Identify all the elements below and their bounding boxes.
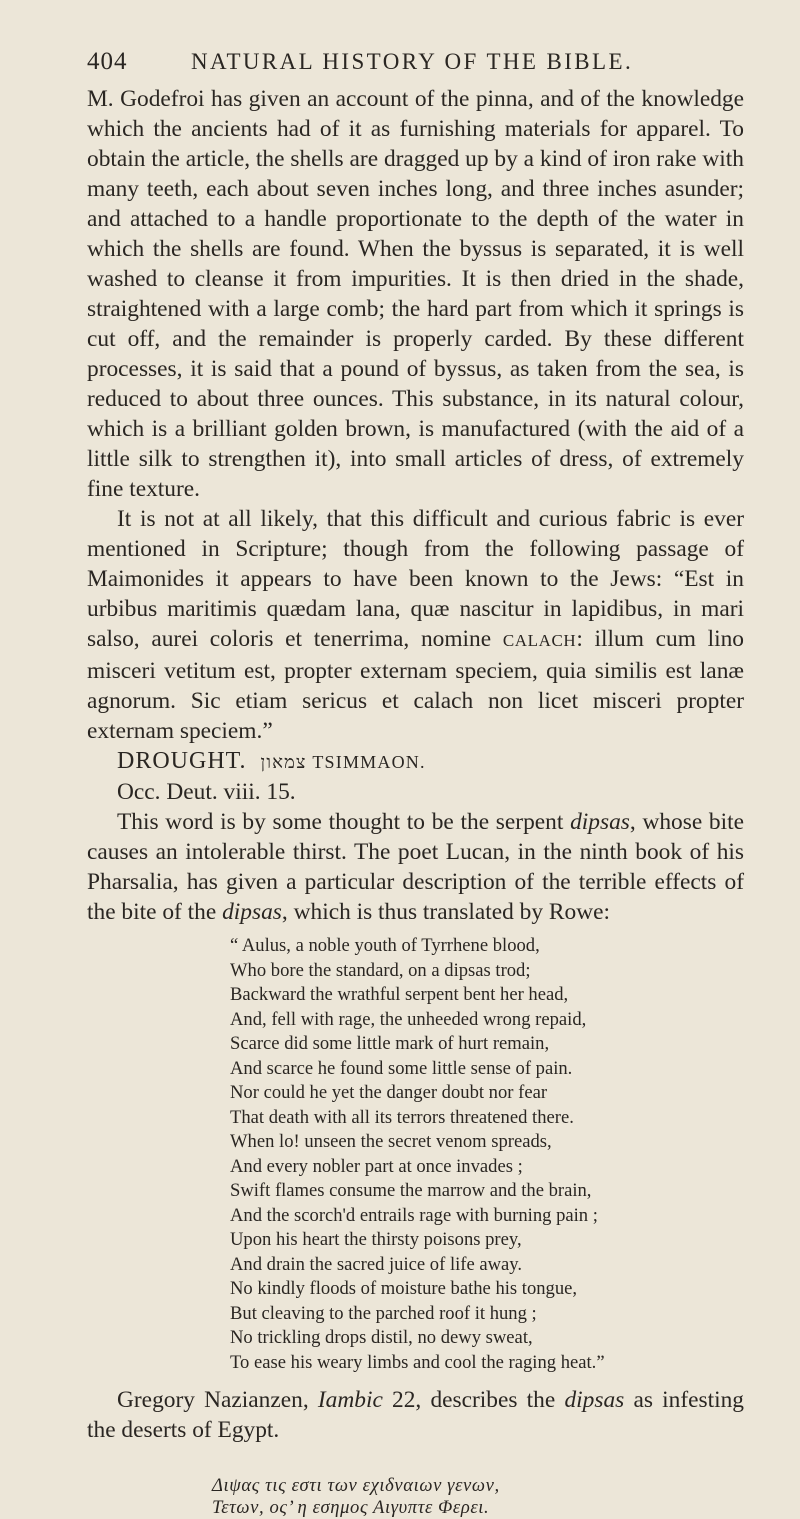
poem-line: And every nobler part at once invades ; <box>230 1155 523 1177</box>
dipsas-text-b: , whose bite causes an intolerable thirst. The poet Lucan, in the ninth book of his Pharsalia, has given a particular description of the terrible effects of the bite of the <box>87 809 744 925</box>
paragraph-pinna: M. Godefroi has given an account of the pinna, and of the knowledge which the ancients had of it as furnishing materials for apparel. To obtain the article, the shells are dragged up by a kind of iron rake with many teeth, each about seven inches long, and three inches asunder; and attached to a handle proportionate to the depth of the water in which the shells are found. When the byssus is separated, it is well washed to cleanse it from impurities. It is then dried in the shade, straightened with a large comb; the hard part from which it springs is cut off, and the remainder is properly carded. By these different processes, it is said that a pound of byssus, as taken from the sea, is reduced to about three ounces. This substance, in its natural colour, which is a brilliant golden brown, is manufactured (with the aid of a little silk to strengthen it), into small articles of dress, of extremely fine texture. <box>87 86 744 502</box>
poem-line: And drain the sacred juice of life away. <box>230 1253 523 1275</box>
paragraph-gregory <box>87 1385 744 1445</box>
poem-line: No trickling drops distil, no dewy sweat, <box>230 1327 533 1348</box>
greek-quotation <box>87 1475 744 1519</box>
page-number: 404 <box>87 48 128 75</box>
poem-line: And the scorch'd entrails rage with burning pain ; <box>230 1204 598 1226</box>
dipsas-term: dipsas <box>570 809 630 835</box>
poem-line: When lo! unseen the secret venom spreads, <box>230 1131 552 1152</box>
greek-line: Τετων, ος’ η εσημος Αιγυπτε Φερει. <box>212 1497 490 1518</box>
maimonides-text-a: It is not at all likely, that this difficult and curious fabric is ever mentioned in Scripture; though from the following passage of Maimonides it appears to have been known to the Jews: “Est in urbibus maritimis quædam lana, quæ nascitur in lapidibus, in mari salso, aurei coloris et tenerrima, nomine <box>87 506 744 652</box>
entry-heading <box>87 746 744 777</box>
dipsas-text-a: This word is by some thought to be the serpent <box>117 809 571 835</box>
poem-line: Nor could he yet the danger doubt nor fear <box>230 1082 548 1103</box>
poem-line: And scarce he found some little sense of pain. <box>230 1057 573 1079</box>
poem-line: “ Aulus, a noble youth of Tyrrhene blood, <box>230 935 540 956</box>
poem-line: To ease his weary limbs and cool the raging heat.” <box>230 1351 605 1373</box>
calach-term: CALACH <box>502 631 577 650</box>
poem-line: But cleaving to the parched roof it hung ; <box>230 1302 537 1324</box>
greek-line: Διψας τις εστι των εχιδναιων γενων, <box>212 1475 500 1496</box>
running-head <box>87 48 744 82</box>
hebrew-transliteration: TSIMMAON. <box>312 752 426 772</box>
paragraph-dipsas <box>87 807 744 927</box>
gregory-text-c: as infesting the deserts of Egypt. <box>87 1387 744 1443</box>
scripture-reference: Occ. Deut. viii. 15. <box>117 779 296 805</box>
entry-hebrew <box>261 752 426 772</box>
entry-word: DROUGHT. <box>117 748 247 774</box>
maimonides-text-b: : illum cum lino misceri vetitum est, propter externam speciem, quia similis est lanæ agnorum. Sic etiam sericus et calach non licet misceri propter externam speciem.” <box>87 626 744 744</box>
poem-line: Who bore the standard, on a dipsas trod; <box>230 959 531 981</box>
gregory-text-a: Gregory Nazianzen, <box>117 1387 318 1413</box>
poem-line: Swift flames consume the marrow and the brain, <box>230 1180 592 1201</box>
hebrew-word: צמאון <box>260 752 307 772</box>
poem-line: And, fell with rage, the unheeded wrong repaid, <box>230 1008 587 1030</box>
iambic-term: Iambic <box>317 1387 383 1413</box>
poem-line: Upon his heart the thirsty poisons prey, <box>230 1229 522 1250</box>
paragraph-maimonides <box>87 504 744 746</box>
running-title: NATURAL HISTORY OF THE BIBLE. <box>191 49 634 74</box>
poem-quotation <box>87 934 744 1375</box>
poem-line: Scarce did some little mark of hurt remain, <box>230 1033 550 1054</box>
dipsas-text-c: , which is thus translated by Rowe: <box>281 899 610 925</box>
dipsas-term: dipsas <box>222 899 282 925</box>
poem-line: That death with all its terrors threatened there. <box>230 1106 574 1128</box>
poem-line: No kindly floods of moisture bathe his tongue, <box>230 1278 578 1299</box>
poem-line: Backward the wrathful serpent bent her head, <box>230 984 569 1005</box>
gregory-text-b: 22, describes the <box>382 1387 565 1413</box>
dipsas-term: dipsas <box>564 1387 625 1413</box>
